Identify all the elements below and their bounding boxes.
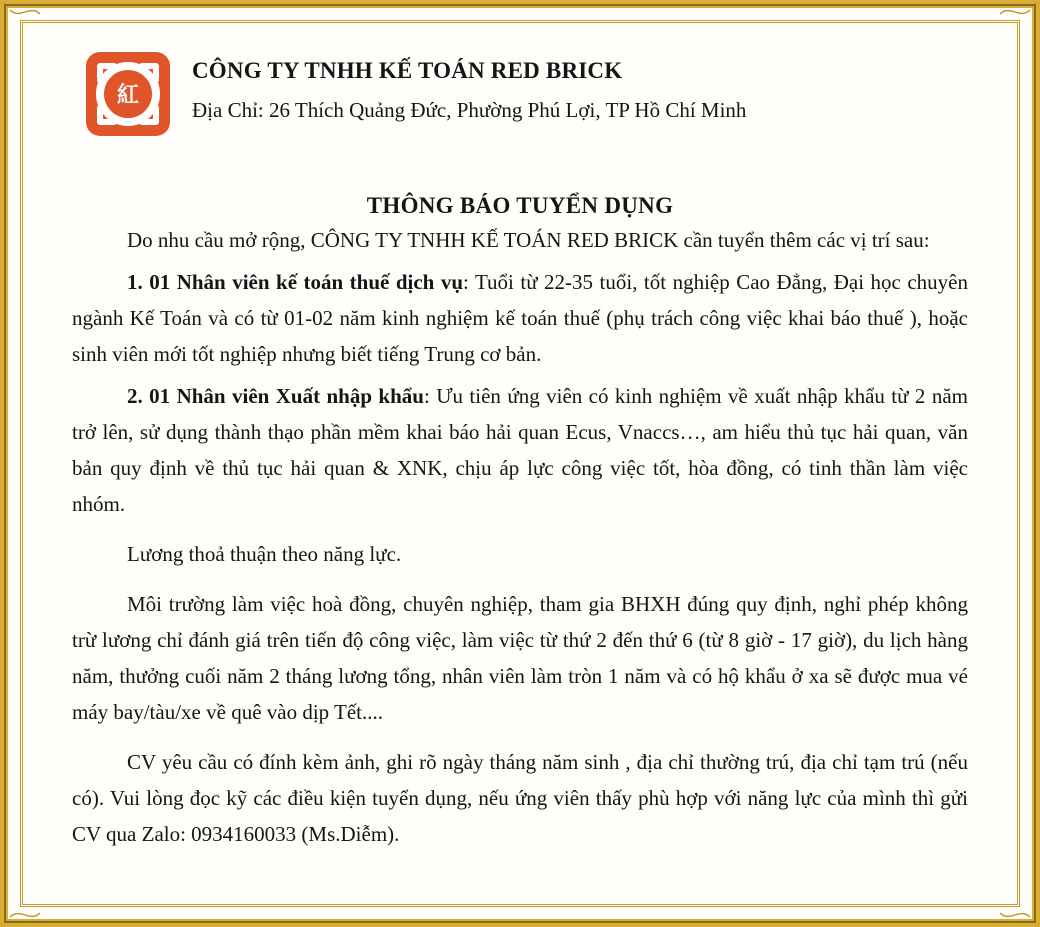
intro-paragraph: Do nhu cầu mở rộng, CÔNG TY TNHH KẾ TOÁN RED BRICK cần tuyển thêm các vị trí sau: [127,228,930,252]
logo-glyph: 紅 [116,83,140,108]
company-name: CÔNG TY TNHH KẾ TOÁN RED BRICK [192,58,623,83]
position-1-paragraph [72,264,968,372]
notice-title: THÔNG BÁO TUYỂN DỤNG [366,193,674,218]
position-1-body: : Tuổi từ 22-35 tuổi, tốt nghiệp Cao Đẳng, Đại học chuyên ngành Kế Toán và có từ 01-02 năm kinh nghiệm kế toán thuế (phụ trách công việc khai báo thuế ), hoặc sinh viên mới tốt nghiệp nhưng biết tiếng Trung cơ bản. [72,270,968,366]
company-address: Địa Chỉ: 26 Thích Quảng Đức, Phường Phú Lợi, TP Hồ Chí Minh [192,98,747,122]
salary-paragraph: Lương thoả thuận theo năng lực. [127,542,402,566]
position-1-heading: 1. 01 Nhân viên kế toán thuế dịch vụ [127,270,464,294]
company-info [192,52,746,123]
letterhead [72,52,968,140]
document-body [72,52,968,852]
position-2-heading: 2. 01 Nhân viên Xuất nhập khẩu [127,384,424,408]
cv-paragraph: CV yêu cầu có đính kèm ảnh, ghi rõ ngày tháng năm sinh , địa chỉ thường trú, địa chỉ tạm trú (nếu có). Vui lòng đọc kỹ các điều kiện tuyển dụng, nếu ứng viên thấy phù hợp với năng lực của mình thì gửi CV qua Zalo: 0934160033 (Ms.Diễm). [72,750,968,846]
company-logo [86,52,170,136]
environment-paragraph: Môi trường làm việc hoà đồng, chuyên nghiệp, tham gia BHXH đúng quy định, nghỉ phép không trừ lương chỉ đánh giá trên tiến độ công việc, làm việc từ thứ 2 đến thứ 6 (từ 8 giờ - 17 giờ), du lịch hàng năm, thưởng cuối năm 2 tháng lương tổng, nhân viên làm tròn 1 năm và có hộ khẩu ở xa sẽ được mua vé máy bay/tàu/xe về quê vào dịp Tết.... [72,592,968,724]
position-2-body: : Ưu tiên ứng viên có kinh nghiệm về xuất nhập khẩu từ 2 năm trở lên, sử dụng thành thạo phần mềm khai báo hải quan Ecus, Vnaccs…, am hiểu thủ tục hải quan, văn bản quy định về thủ tục hải quan & XNK, chịu áp lực công việc tốt, hòa đồng, có tinh thần làm việc nhóm. [72,384,968,516]
position-2-paragraph [72,378,968,522]
